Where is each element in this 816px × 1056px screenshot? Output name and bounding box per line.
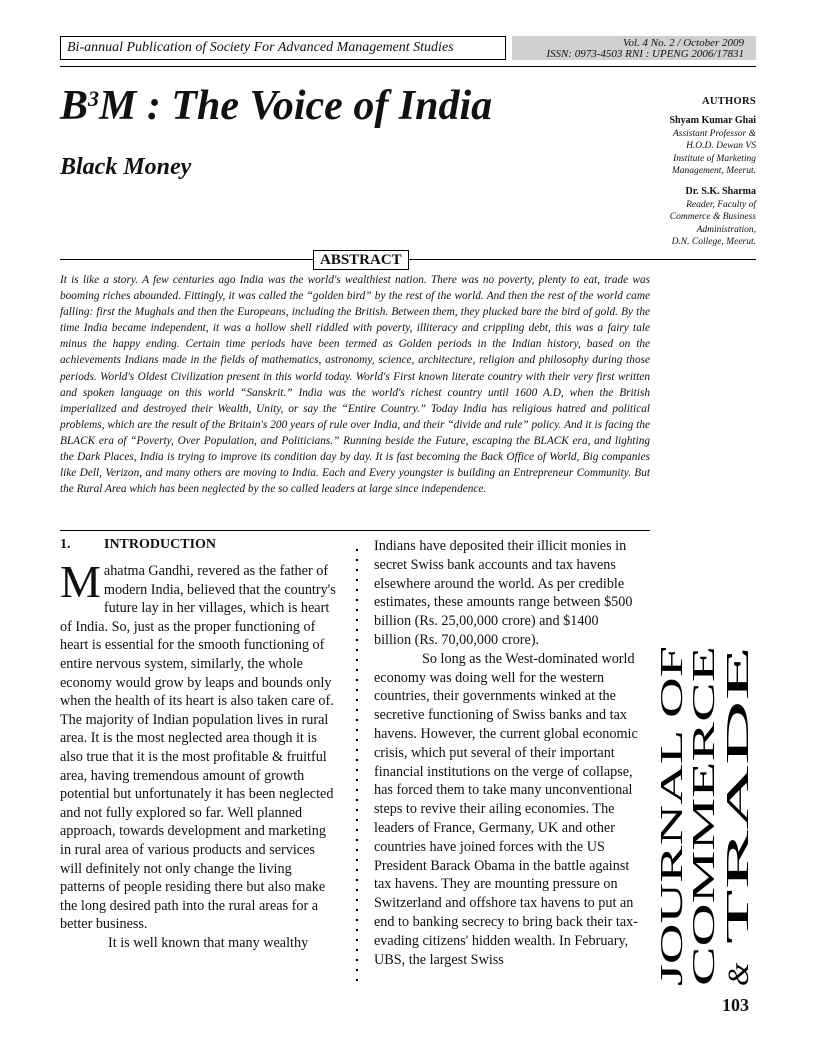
author-affiliation: D.N. College, Meerut. bbox=[671, 237, 756, 248]
abstract-bottom-rule bbox=[60, 530, 650, 531]
authors-heading: AUTHORS bbox=[701, 96, 756, 107]
intro-paragraph-2: It is well known that many wealthy bbox=[108, 934, 309, 951]
journal-logo-line3: TRADE bbox=[719, 837, 755, 944]
author-affiliation: Reader, Faculty of bbox=[686, 199, 756, 210]
intro-paragraph: Mahatma Gandhi, revered as the father of modern India, believed that the country's future lay in her villages, which is heart of India. So, just as the proper functioning of heart is essential for the smooth functioning of entire nervous system, similarly, the whole economy would grow by leaps and bounds only when the health of its heart is also taken care of. The majority of Indian population lives in rural area. It is the most neglected area though it is also true that it is the most profitable & fruitful area, having tremendous amount of growth potential but unfortunately it has been neglected and not fully explored so far. Well planned approach, towards development and marketing in rural area of various products and services will definitely not only change the living patterns of people residing there but also make the long desired path into the rural areas for a better business. bbox=[60, 556, 336, 933]
abstract-text: It is like a story. A few centuries ago India was the world's wealthiest nation. There was no poverty, plenty to eat, trade was booming riches abounded. Fittingly, it was called the “golden bird” by the rest of the world. And then the rest of the world came falling: first the Mughals and then the Europeans, including the British. Between them, they plucked bare the bird of gold. By the time India became independent, it was a hollow shell riddled with poverty, illiteracy and crippling debt, this was a fairy tale minus the happy ending. Certain time periods have been termed as Golden periods in the Indian history, based on the achievements Indians made in the fields of mathematics, astronomy, science, architecture, religion and philosophy during those periods. World's Oldest Civilization present in this world today. World's First known literate country with their very first written and spoken language on this world “Sanskrit.” India was the world's richest country until 1600 A.D, when the British imperialized and destroyed their Wealth, Unity, or say the “Entire Country.” Today India has religious hatred and political problems, which are the result of the Britain's 200 years of rule over India, and their “divide and rule” policy. And it is facing the BLACK era of “Poverty, Over Population, and Politicians.” Running beside the Future, escaping the BLACK era, and lighting the Dark Places, India is trying to improve its condition day by day. It is fast becoming the Back Office of World, Big companies like Dell, Verizon, and many others are moving to India. Each and Every youngster is building an Entrepreneur Community. But the Rural Area which has been neglected by the so called leaders at large since independence. bbox=[60, 274, 650, 496]
paper-title: $B^3M$ : The Voice of India bbox=[60, 83, 493, 129]
paper-subtitle: Black Money bbox=[60, 154, 192, 180]
journal-logo-amp: & bbox=[722, 962, 755, 986]
journal-logo-line1: JOURNAL OF bbox=[653, 792, 689, 986]
author-affiliation: Administration, bbox=[696, 224, 756, 235]
body-paragraph-2: So long as the West-dominated world economy was doing well for the western countries, their governments winked at the secretive functioning of Swiss banks and tax havens. However, the current global economic crisis, which put several of their important financial institutions on the verge of collapse, has forced them to take many unconventional steps to revive their ailing economies. The leaders of France, Germany, UK and other countries have joined forces with the US President Barack Obama in the battle against tax havens. They are mounting pressure on Switzerland and offshore tax havens to put an end to banking secrecy to bring back their tax-evading citizens' hidden wealth. In February, UBS, the largest Swiss bbox=[374, 650, 638, 968]
author-affiliation: Management, Meerut. bbox=[671, 166, 756, 177]
section-heading: 1. INTRODUCTION bbox=[60, 537, 217, 552]
author-name: Dr. S.K. Sharma bbox=[685, 186, 756, 198]
author-name: Shyam Kumar Ghai bbox=[669, 115, 756, 127]
left-column bbox=[60, 556, 338, 952]
journal-logo-line2: COMMERCE bbox=[685, 802, 721, 986]
issn-line: ISSN: 0973-4503 RNI : UPENG 2006/17831 bbox=[546, 48, 744, 60]
drop-cap: M bbox=[60, 556, 101, 607]
author-affiliation: H.O.D. Dewan VS bbox=[686, 141, 756, 152]
column-divider bbox=[355, 545, 359, 985]
page-number: 103 bbox=[722, 995, 749, 1015]
journal-logo bbox=[652, 632, 756, 990]
publication-banner: Bi-annual Publication of Society For Advanced Management Studies bbox=[60, 36, 506, 60]
abstract-label: ABSTRACT bbox=[313, 250, 409, 270]
author-affiliation: Institute of Marketing bbox=[673, 153, 756, 164]
right-column bbox=[374, 537, 638, 969]
issue-info bbox=[512, 36, 756, 60]
header-rule bbox=[60, 66, 756, 67]
authors-block bbox=[600, 96, 756, 248]
body-paragraph: Indians have deposited their illicit monies in secret Swiss bank accounts and tax havens elsewhere around the world. As per credible estimates, these amounts range between $500 billion (Rs. 25,00,000 crore) and $1400 billion (Rs. 70,00,000 crore). bbox=[374, 538, 633, 648]
author-affiliation: Assistant Professor & bbox=[672, 128, 756, 139]
volume-line: Vol. 4 No. 2 / October 2009 bbox=[623, 37, 744, 49]
author-affiliation: Commerce & Business bbox=[669, 212, 756, 223]
